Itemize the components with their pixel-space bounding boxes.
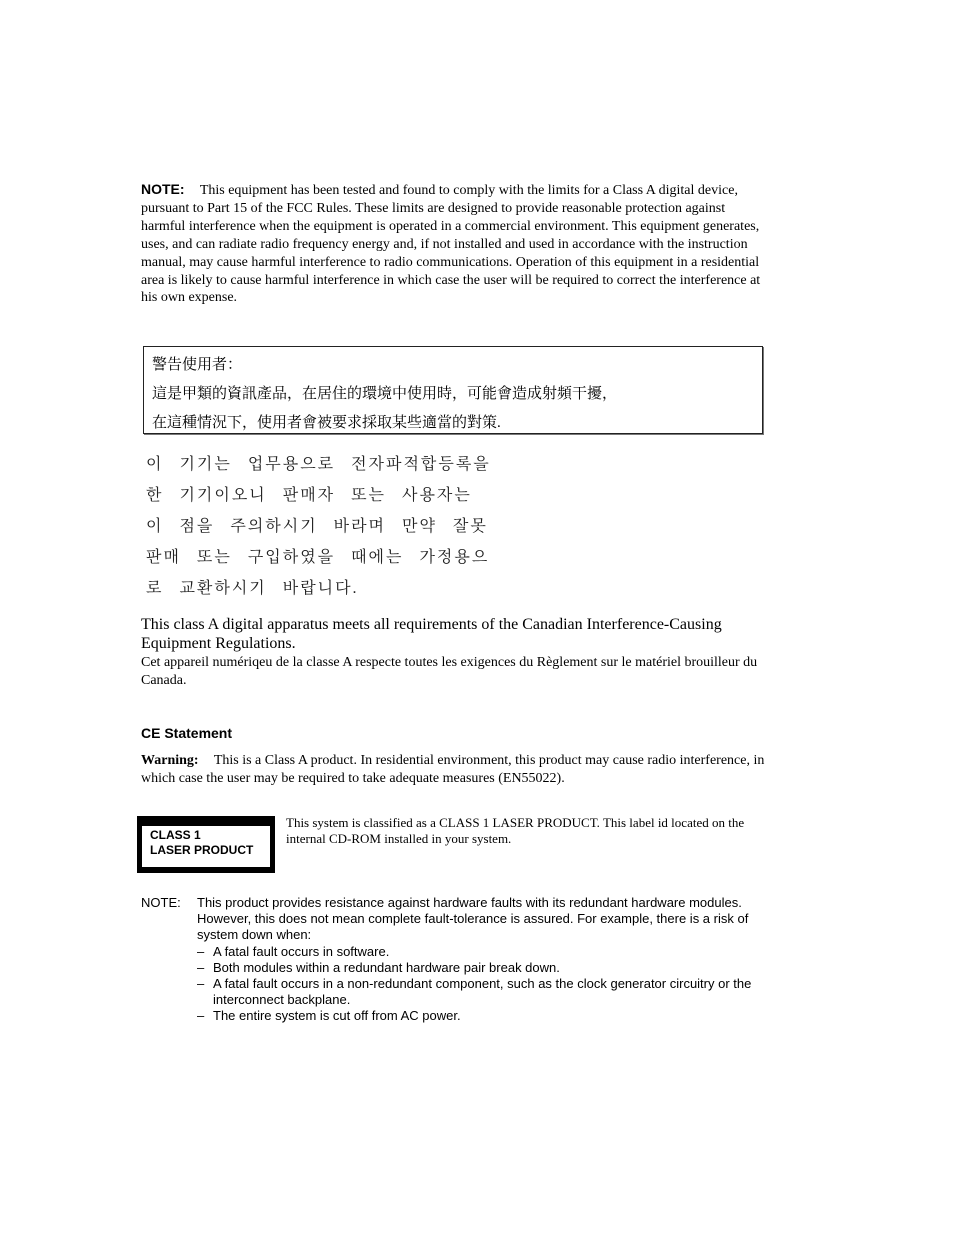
hardware-note (141, 895, 771, 1025)
taiwan-warning-box (143, 346, 763, 434)
list-item: – Both modules within a redundant hardware pair break down. (197, 959, 560, 975)
class1-laser-label (137, 816, 275, 873)
korean-warning-line: 판매 또는 구입하였을 때에는 가정용으 (146, 549, 490, 566)
taiwan-warning-line: 在這種情況下，使用者會被要求採取某些適當的對策. (152, 415, 501, 431)
ce-warning-text: This is a Class A product. In residential environment, this product may cause radio interference, in which case the user may be required to take adequate measures (EN55022). (141, 753, 765, 786)
canada-statement-english: This class A digital apparatus meets all requirements of the Canadian Interference-Causing Equipment Regulations. (141, 616, 722, 652)
list-item: – The entire system is cut off from AC power. (197, 1008, 461, 1024)
ce-warning-label: Warning: (141, 753, 199, 768)
hardware-note-intro: This product provides resistance against hardware faults with its redundant hardware modules. However, this does not mean complete fault-tolerance is assured. For example, there is a risk of system down when: (197, 895, 749, 943)
taiwan-warning-line: 這是甲類的資訊產品，在居住的環境中使用時，可能會造成射頻干擾， (152, 386, 618, 402)
fcc-note-text: This equipment has been tested and found to comply with the limits for a Class A digital device, pursuant to Part 15 of the FCC Rules. These limits are designed to provide reasonable protection against harmful interference when the equipment is operated in a commercial environment. This equipment generates, uses, and can radiate radio frequency energy and, if not installed and used in accordance with the instruction manual, may cause harmful interference to radio communications. Operation of this equipment in a residential area is likely to cause harmful interference in which case the user will be required to correct the interference at his own expense. (141, 183, 761, 306)
korean-warning (146, 449, 496, 604)
fcc-note-label: NOTE: (141, 181, 185, 197)
korean-warning-line: 이 점을 주의하시기 바라며 만약 잘못 (146, 518, 488, 535)
laser-label-line: LASER PRODUCT (150, 843, 254, 857)
canada-statement-french: Cet appareil numériqeu de la classe A respecte toutes les exigences du Règlement sur le matériel brouilleur du Canada. (141, 655, 758, 688)
hardware-note-list (197, 944, 771, 1025)
ce-statement-heading: CE Statement (141, 725, 233, 741)
list-item: – A fatal fault occurs in software. (197, 943, 390, 959)
korean-warning-line: 이 기기는 업무용으로 전자파적합등록을 (146, 456, 491, 473)
laser-label-line: CLASS 1 (150, 828, 201, 842)
ce-warning-paragraph (141, 752, 766, 788)
korean-warning-line: 로 교환하시기 바랍니다. (146, 580, 359, 597)
laser-description: This system is classified as a CLASS 1 LASER PRODUCT. This label id located on the internal CD-ROM installed in your system. (286, 815, 745, 846)
taiwan-warning-line: 警告使用者： (152, 357, 243, 373)
hardware-note-label: NOTE: (141, 895, 181, 910)
list-item: – A fatal fault occurs in a non-redundant component, such as the clock generator circuitry or the interconnect backplane. (197, 976, 752, 1008)
fcc-note-paragraph (141, 181, 763, 307)
korean-warning-line: 한 기기이오니 판매자 또는 사용자는 (146, 487, 472, 504)
